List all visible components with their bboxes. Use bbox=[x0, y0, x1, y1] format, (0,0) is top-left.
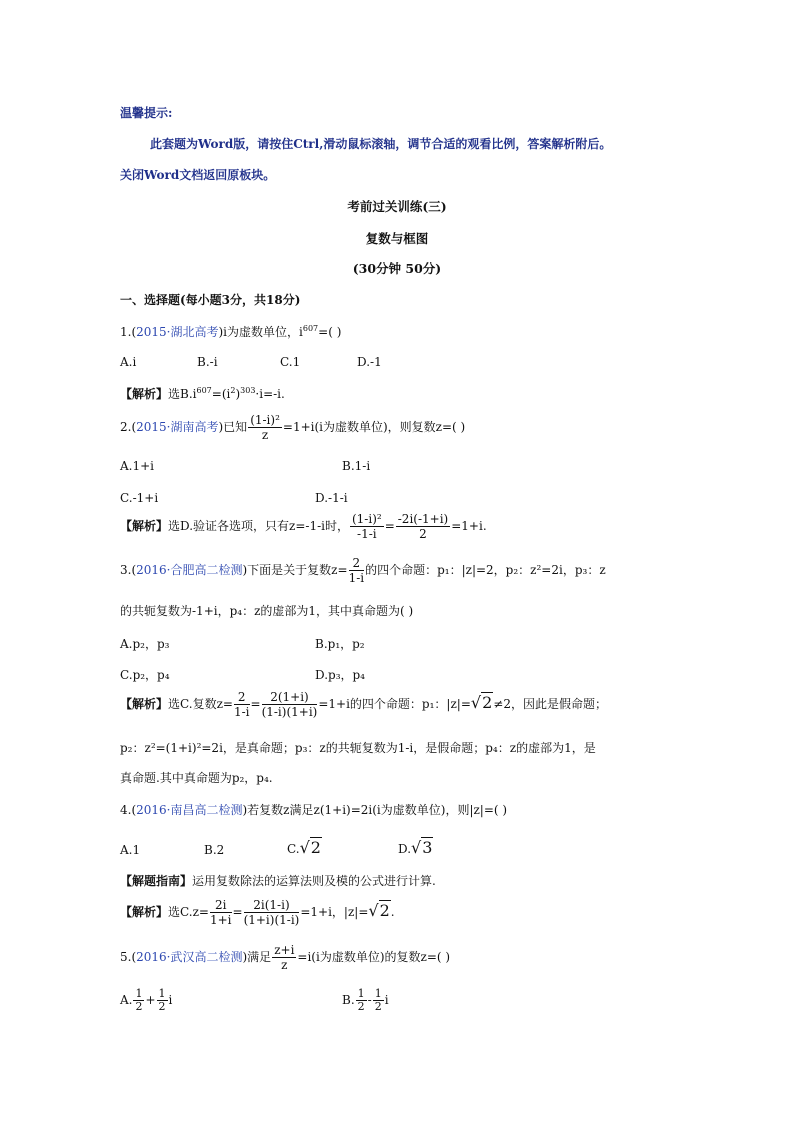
q3-option-c: C.p₂，p₄ bbox=[120, 668, 170, 682]
question-3: 3.(2016·合肥高二检测)下面是关于复数z= $\frac{2}{1-i}$ 的四个命题：p₁：|z|=2，p₂：z²=2i，p₃：z bbox=[120, 556, 606, 585]
fraction: $\frac{-2i(-1+i)}{2}$ bbox=[397, 512, 449, 541]
q4-option-b: B.2 bbox=[204, 843, 225, 857]
q2-option-c: C.-1+i bbox=[120, 491, 159, 505]
q1-option-d: D.-1 bbox=[357, 355, 382, 369]
q1-option-c: C.1 bbox=[280, 355, 301, 369]
source-label: 2016·合肥高二检测 bbox=[136, 563, 243, 577]
fraction: $\frac{\text{(1-i)²}}{z}$ bbox=[250, 413, 280, 442]
question-3-cont: 的共轭复数为-1+i，p₄：z的虚部为1，其中真命题为( ) bbox=[120, 604, 414, 618]
fraction: $\frac{1}{2}$ bbox=[374, 987, 382, 1013]
q2-option-d: D.-1-i bbox=[315, 491, 348, 505]
square-root: √2 bbox=[470, 693, 493, 712]
source-label: 2016·武汉高二检测 bbox=[136, 950, 243, 964]
section-title: 一、选择题(每小题3分，共18分) bbox=[120, 293, 301, 307]
q2-option-a: A.1+i bbox=[120, 459, 155, 473]
fraction: $\frac{1}{2}$ bbox=[158, 987, 166, 1013]
question-1: 1.(2015·湖北高考)i为虚数单位，$i^{607}=$( ) bbox=[120, 324, 342, 339]
q3-option-a: A.p₂，p₃ bbox=[120, 637, 170, 651]
source-label: 2015·湖南高考 bbox=[136, 420, 219, 434]
fraction: $\frac{2}{1-i}$ bbox=[348, 556, 365, 585]
fraction: $\frac{2}{1-i}$ bbox=[233, 690, 250, 719]
fraction: $\frac{2i(1-i)}{(1+i)(1-i)}$ bbox=[243, 898, 300, 927]
question-4: 4.(2016·南昌高二检测)若复数z满足z(1+i)=2i(i为虚数单位)，则|z|=( ) bbox=[120, 803, 508, 817]
tip-line-2: 关闭Word文档返回原板块。 bbox=[120, 168, 276, 182]
q4-solution: 【解析】选C.z= $\frac{2i}{1+i}$ = $\frac{2i(1-i)}{(1+i)(1-i)}$ =1+i，|z|=√2. bbox=[120, 898, 395, 927]
tip-line-1: 此套题为Word版，请按住Ctrl,滑动鼠标滚轴，调节合适的观看比例，答案解析附后。 bbox=[150, 137, 612, 151]
fraction: $\frac{1}{2}$ bbox=[357, 987, 365, 1013]
q4-guide: 【解题指南】运用复数除法的运算法则及模的公式进行计算. bbox=[120, 874, 436, 888]
q5-option-b: B. $\frac{1}{2}$ - $\frac{1}{2}$ i bbox=[342, 987, 389, 1013]
page-title: 考前过关训练(三) bbox=[347, 199, 447, 214]
fraction: $\frac{2(1+i)}{(1-i)(1+i)}$ bbox=[261, 690, 318, 719]
square-root: √2 bbox=[368, 901, 390, 920]
q1-solution: 【解析】选$B.i^{607}=(i^2)^{303}\cdot i=-i$. bbox=[120, 386, 285, 401]
q3-solution: 【解析】选C.复数z= $\frac{2}{1-i}$ = $\frac{2(1+i)}{(1-i)(1+i)}$ =1+i的四个命题：p₁：|z|=√2≠2，因此是假命题； bbox=[120, 690, 607, 719]
fraction: $\frac{z+i}{z}$ bbox=[274, 943, 295, 972]
q1-option-b: B.-i bbox=[197, 355, 218, 369]
q3-solution-line-2: p₂：z²=(1+i)²=2i，是真命题；p₃：z的共轭复数为1-i，是假命题；p₄：z的虚部为1，是 bbox=[120, 741, 596, 755]
square-root: √2 bbox=[299, 838, 321, 857]
source-label: 2016·南昌高二检测 bbox=[136, 803, 243, 817]
question-5: 5.(2016·武汉高二检测)满足 $\frac{z+i}{z}$ =i(i为虚数单位)的复数z=( ) bbox=[120, 943, 451, 972]
tip-title: 温馨提示: bbox=[120, 106, 173, 120]
q3-option-d: D.p₃，p₄ bbox=[315, 668, 365, 682]
q4-option-d: D.√3 bbox=[398, 838, 433, 857]
time-info: (30分钟 50分) bbox=[352, 261, 442, 276]
question-2: 2.(2015·湖南高考)已知 $\frac{\text{(1-i)²}}{z}$ =1+i(i为虚数单位)，则复数z=( ) bbox=[120, 413, 466, 442]
q4-option-a: A.1 bbox=[120, 843, 141, 857]
q3-option-b: B.p₁，p₂ bbox=[315, 637, 365, 651]
source-label: 2015·湖北高考 bbox=[136, 325, 219, 339]
square-root: √3 bbox=[411, 838, 433, 857]
q2-solution: 【解析】选D.验证各选项，只有z=-1-i时， $\frac{\text{(1-i)²}}{-1-i}$ = $\frac{-2i(-1+i)}{2}$ =1+i. bbox=[120, 512, 487, 541]
fraction: $\frac{2i}{1+i}$ bbox=[209, 898, 232, 927]
fraction: $\frac{1}{2}$ bbox=[135, 987, 143, 1013]
q5-option-a: A. $\frac{1}{2}$ + $\frac{1}{2}$ i bbox=[120, 987, 173, 1013]
fraction: $\frac{\text{(1-i)²}}{-1-i}$ bbox=[351, 512, 382, 541]
q1-option-a: A.i bbox=[120, 355, 137, 369]
q4-option-c: C.√2 bbox=[287, 838, 321, 857]
q3-solution-line-3: 真命题.其中真命题为p₂，p₄. bbox=[120, 771, 273, 785]
q2-option-b: B.1-i bbox=[342, 459, 371, 473]
page-subtitle: 复数与框图 bbox=[365, 231, 429, 246]
